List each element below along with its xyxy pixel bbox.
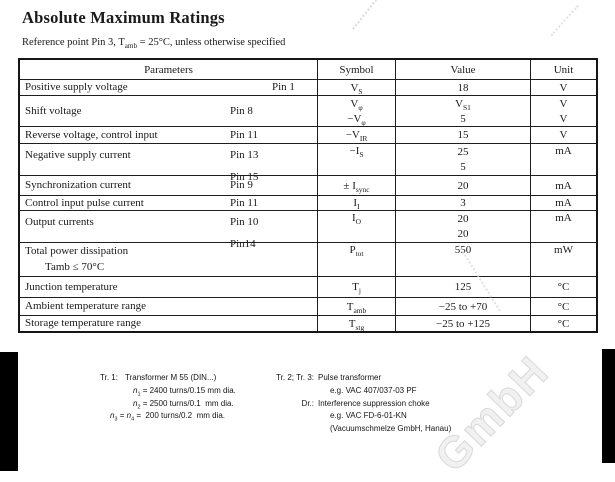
absolute-maximum-ratings-table	[18, 58, 598, 333]
parameter-name: Shift voltage	[25, 104, 82, 117]
pin-ref: Pin14	[230, 237, 256, 250]
pin-ref: Pin 8	[230, 104, 253, 117]
column-header-symbol: Symbol	[317, 60, 395, 79]
table-row	[20, 79, 596, 95]
table-row	[20, 315, 596, 331]
parameter-name: Total power dissipation	[25, 244, 129, 257]
symbol-cell: $P_{tot}$	[317, 243, 395, 276]
parameter-name: Control input pulse current	[25, 196, 144, 209]
value-cell: 18	[395, 80, 530, 95]
symbol-cell: $V_\varphi$ $-V_\varphi$	[317, 96, 395, 126]
column-header-value: Value	[395, 60, 530, 79]
pin-ref: Pin 11	[230, 196, 259, 209]
transformer-note-tr1: Tr. 1: Transformer M 55 (DIN...) $n_1 = 2400$ turns/0.15 mm dia. $n_2 = 2500$ turns/0.1 mm dia. $n_3 = n_4 = 200$ turns/0.2 mm dia.	[100, 373, 236, 423]
pin-ref: Pin 11	[230, 128, 259, 141]
unit-cell: °C	[530, 316, 596, 331]
parameter-name: Synchronization current	[25, 179, 131, 191]
symbol-cell: $V_S$	[317, 80, 395, 95]
table-row	[20, 195, 596, 210]
scan-artifact	[352, 0, 428, 66]
unit-cell: °C	[530, 277, 596, 297]
value-cell: 25 5	[395, 144, 530, 175]
unit-cell: °C	[530, 298, 596, 315]
table-row	[20, 276, 596, 297]
value-cell: 20	[395, 176, 530, 195]
parameter-name: Positive supply voltage	[25, 81, 128, 93]
scan-artifact	[550, 5, 599, 55]
transformer-note-tr23-dr: Tr. 2; Tr. 3: Pulse transformer e.g. VAC 407/037-03 PF Dr.: Interference suppression choke e.g. VAC FD-6-01-KN (Vacuumschmelze GmbH, Hanau)	[270, 372, 451, 436]
symbol-cell: $T_{amb}$	[317, 298, 395, 315]
symbol-cell: $I_I$	[317, 196, 395, 210]
pin-ref: Pin 10	[230, 215, 259, 228]
table-row	[20, 297, 596, 315]
symbol-cell: $I_O$	[317, 211, 395, 242]
scan-watermark: GmbH	[426, 346, 559, 482]
reference-conditions: Reference point Pin 3, $T_{amb} = 25^\circ C$, unless otherwise specified	[22, 37, 286, 51]
unit-cell: mW	[530, 243, 596, 276]
symbol-cell: $-I_S$	[317, 144, 395, 175]
table-row	[20, 126, 596, 143]
parameter-condition: Tamb ≤ 70°C	[45, 261, 105, 274]
value-cell: $V_{S1}$ 5	[395, 96, 530, 126]
parameter-name: Output currents	[25, 215, 94, 228]
parameter-name: Junction temperature	[25, 280, 118, 293]
note-label: Dr.:	[301, 398, 314, 408]
column-header-parameters: Parameters	[144, 63, 193, 76]
unit-cell: mA	[530, 176, 596, 195]
symbol-cell: ± $I_{sync}$	[317, 176, 395, 195]
table-row	[20, 95, 596, 126]
unit-cell: mA	[530, 196, 596, 210]
value-cell: 15	[395, 127, 530, 143]
table-row	[20, 143, 596, 183]
pin-ref: Pin 13	[230, 148, 259, 161]
value-cell: 20 20	[395, 211, 530, 242]
pin-ref: Pin 9	[230, 179, 253, 191]
table-row	[20, 242, 596, 276]
unit-cell: V	[530, 127, 596, 143]
table-row	[20, 175, 596, 195]
note-label: Tr. 2; Tr. 3:	[276, 373, 314, 382]
note-label: Tr. 1:	[100, 373, 118, 382]
symbol-cell: $T_j$	[317, 277, 395, 297]
pin-ref: Pin 15	[230, 170, 259, 183]
symbol-cell: $-V_{IR}$	[317, 127, 395, 143]
unit-cell: mA	[530, 211, 596, 242]
value-cell: 125	[395, 277, 530, 297]
page-title: Absolute Maximum Ratings	[22, 8, 225, 27]
unit-cell: mA	[530, 144, 596, 175]
value-cell: −25 to +125	[395, 316, 530, 331]
column-header-unit: Unit	[530, 60, 596, 79]
parameter-name: Reverse voltage, control input	[25, 128, 158, 141]
value-cell: 550	[395, 243, 530, 276]
scan-bar-left	[0, 352, 18, 471]
unit-cell: V V	[530, 96, 596, 126]
value-cell: −25 to +70	[395, 298, 530, 315]
symbol-cell: $T_{stg}$	[317, 316, 395, 331]
value-cell: 3	[395, 196, 530, 210]
pin-ref: Pin 1	[272, 81, 295, 93]
parameter-name: Negative supply current	[25, 148, 131, 161]
unit-cell: V	[530, 80, 596, 95]
table-header-row	[20, 60, 596, 79]
parameter-name: Storage temperature range	[25, 317, 142, 329]
parameter-name: Ambient temperature range	[25, 300, 146, 312]
scan-bar-right	[602, 349, 615, 463]
